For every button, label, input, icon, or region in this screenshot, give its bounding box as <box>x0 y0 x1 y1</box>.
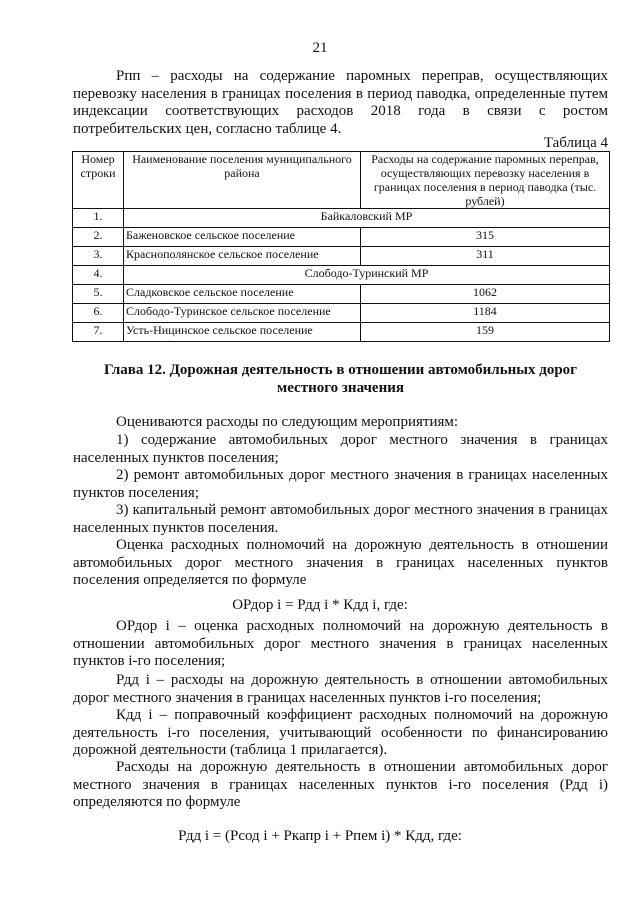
row-number: 1. <box>73 209 124 228</box>
header-settlement-name: Наименование поселения муниципального района <box>124 152 361 209</box>
definition-ordor: ОРдор i – оценка расходных полномочий на дорожную деятельность в отношении автомобильных дорог местного значения в границах населенных пунктов i-го поселения; <box>73 618 608 670</box>
district-group: Байкаловский МР <box>124 209 610 228</box>
row-number: 4. <box>73 266 124 285</box>
paragraph-assess: Оцениваются расходы по следующим мероприятиям: <box>116 414 459 430</box>
settlement-name: Слободо-Туринское сельское поселение <box>124 304 361 323</box>
row-number: 2. <box>73 228 124 247</box>
header-row-number: Номер строки <box>73 152 124 209</box>
table-row <box>73 266 610 285</box>
row-number: 7. <box>73 323 124 342</box>
expense-value: 1184 <box>361 304 610 323</box>
expenses-table <box>72 151 610 342</box>
table-row <box>73 209 610 228</box>
paragraph-expenses: Расходы на дорожную деятельность в отношении автомобильных дорог местного значения в границах населенных пунктов i-го поселения (Рдд i) определяются по формуле <box>73 759 608 811</box>
header-ferry-expenses: Расходы на содержание паромных переправ, осуществляющих перевозку населения в границах поселения в период паводка (тыс. рублей) <box>361 152 610 209</box>
formula-ordor: ОРдор i = Рдд i * Кдд i, где: <box>232 597 408 613</box>
paragraph-item-1: 1) содержание автомобильных дорог местного значения в границах населенных пунктов поселения; <box>73 432 608 466</box>
expense-value: 159 <box>361 323 610 342</box>
expense-value: 315 <box>361 228 610 247</box>
settlement-name: Краснополянское сельское поселение <box>124 247 361 266</box>
row-number: 5. <box>73 285 124 304</box>
table-row <box>73 228 610 247</box>
row-number: 3. <box>73 247 124 266</box>
paragraph-item-3: 3) капитальный ремонт автомобильных дорог местного значения в границах населенных пунктов поселения. <box>73 502 608 536</box>
table-row <box>73 247 610 266</box>
table-row <box>73 304 610 323</box>
paragraph-item-2: 2) ремонт автомобильных дорог местного значения в границах населенных пунктов поселения; <box>73 467 608 501</box>
definition-kdd: Кдд i – поправочный коэффициент расходных полномочий на дорожную деятельность i-го поселения, учитывающий особенности по финансированию дорожной деятельности (таблица 1 прилагается). <box>73 707 608 759</box>
expense-value: 1062 <box>361 285 610 304</box>
settlement-name: Усть-Ницинское сельское поселение <box>124 323 361 342</box>
formula-rdd: Рдд i = (Рсод i + Ркапр i + Рпем i) * Кдд, где: <box>178 828 462 844</box>
settlement-name: Сладковское сельское поселение <box>124 285 361 304</box>
paragraph-estimate: Оценка расходных полномочий на дорожную деятельность в отношении автомобильных дорог местного значения в границах населенных пунктов поселения определяется по формуле <box>73 537 608 589</box>
table-row <box>73 323 610 342</box>
page-number: 21 <box>312 40 328 56</box>
table-header-row <box>73 152 610 209</box>
row-number: 6. <box>73 304 124 323</box>
intro-paragraph: Рпп – расходы на содержание паромных переправ, осуществляющих перевозку населения в границах поселения в период паводка, определенные путем индексации соответствующих расходов 2018 года в связи с ростом потребительских цен, согласно таблице 4. <box>73 68 608 137</box>
table-row <box>73 285 610 304</box>
expense-value: 311 <box>361 247 610 266</box>
district-group: Слободо-Туринский МР <box>124 266 610 285</box>
settlement-name: Баженовское сельское поселение <box>124 228 361 247</box>
definition-rdd: Рдд i – расходы на дорожную деятельность в отношении автомобильных дорог местного значения в границах населенных пунктов i-го поселения; <box>73 672 608 706</box>
table-caption: Таблица 4 <box>543 135 608 151</box>
chapter-title: Глава 12. Дорожная деятельность в отношении автомобильных дорог местного значения <box>103 362 577 396</box>
